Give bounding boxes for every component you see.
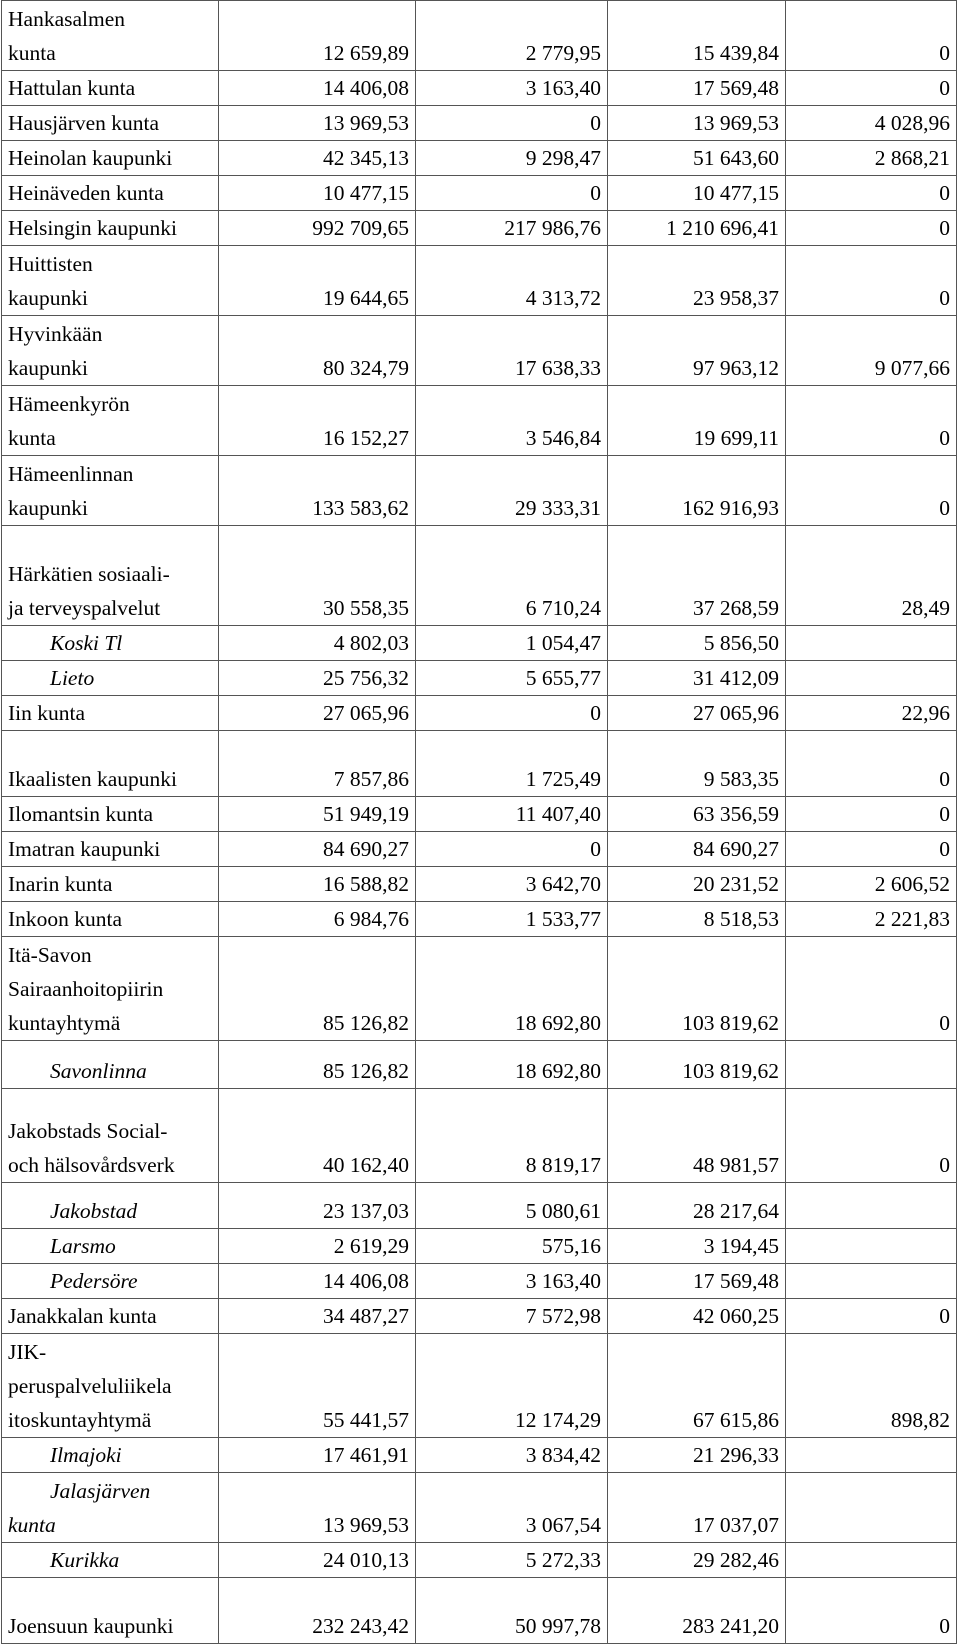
row-name-cell [2, 832, 219, 867]
row-name-cell [2, 867, 219, 902]
value-cell-v2: 1 533,77 [416, 902, 608, 937]
value-cell-v4: 0 [786, 176, 957, 211]
value-cell-v1: 30 558,35 [219, 526, 416, 626]
row-name-line: Hankasalmen [8, 7, 126, 31]
value-cell-v4 [786, 1183, 957, 1229]
table-row [2, 1543, 957, 1578]
value-cell-v4 [786, 1041, 957, 1089]
value-cell-v2: 4 313,72 [416, 246, 608, 316]
row-name-cell [2, 626, 219, 661]
row-name-line: Hämeenlinnan [8, 462, 134, 486]
row-name-cell [2, 246, 219, 316]
value-cell-v1: 232 243,42 [219, 1578, 416, 1644]
value-cell-v3: 84 690,27 [608, 832, 786, 867]
table-row [2, 1578, 957, 1644]
row-name-line: kaupunki [8, 496, 89, 520]
value-cell-v1: 25 756,32 [219, 661, 416, 696]
value-cell-v3: 27 065,96 [608, 696, 786, 731]
table-row [2, 832, 957, 867]
row-name-line: Savonlinna [50, 1059, 147, 1083]
row-name-cell [2, 1473, 219, 1543]
row-name-line: Ikaalisten kaupunki [8, 767, 177, 791]
value-cell-v3: 48 981,57 [608, 1089, 786, 1183]
row-name-line: och hälsovårdsverk [8, 1153, 175, 1177]
row-name-cell [2, 1299, 219, 1334]
value-cell-v1: 16 152,27 [219, 386, 416, 456]
value-cell-v4: 0 [786, 386, 957, 456]
value-cell-v1: 12 659,89 [219, 1, 416, 71]
value-cell-v1: 84 690,27 [219, 832, 416, 867]
value-cell-v1: 42 345,13 [219, 141, 416, 176]
value-cell-v1: 19 644,65 [219, 246, 416, 316]
value-cell-v2: 3 642,70 [416, 867, 608, 902]
value-cell-v3: 17 569,48 [608, 71, 786, 106]
table-row [2, 316, 957, 386]
table-row [2, 1183, 957, 1229]
value-cell-v4: 2 606,52 [786, 867, 957, 902]
value-cell-v2: 3 834,42 [416, 1438, 608, 1473]
table-row [2, 386, 957, 456]
row-name-cell [2, 106, 219, 141]
value-cell-v2: 0 [416, 696, 608, 731]
value-cell-v1: 17 461,91 [219, 1438, 416, 1473]
value-cell-v1: 40 162,40 [219, 1089, 416, 1183]
value-cell-v4: 0 [786, 731, 957, 797]
value-cell-v2: 2 779,95 [416, 1, 608, 71]
row-name-cell [2, 797, 219, 832]
value-cell-v3: 63 356,59 [608, 797, 786, 832]
municipality-table [1, 0, 957, 1644]
row-name-line: kunta [8, 41, 56, 65]
value-cell-v4: 22,96 [786, 696, 957, 731]
value-cell-v3: 42 060,25 [608, 1299, 786, 1334]
table-row [2, 1438, 957, 1473]
table-row [2, 937, 957, 1041]
value-cell-v4: 898,82 [786, 1334, 957, 1438]
table-row [2, 661, 957, 696]
row-name-line: Joensuun kaupunki [8, 1614, 174, 1638]
row-name-cell [2, 1578, 219, 1644]
value-cell-v4 [786, 626, 957, 661]
row-name-cell [2, 316, 219, 386]
value-cell-v1: 14 406,08 [219, 1264, 416, 1299]
value-cell-v2: 8 819,17 [416, 1089, 608, 1183]
table-row [2, 176, 957, 211]
table-row [2, 902, 957, 937]
table-row [2, 1, 957, 71]
row-name-cell [2, 1264, 219, 1299]
value-cell-v3: 283 241,20 [608, 1578, 786, 1644]
row-name-line: Inarin kunta [8, 872, 113, 896]
table-row [2, 141, 957, 176]
value-cell-v4: 0 [786, 246, 957, 316]
value-cell-v3: 51 643,60 [608, 141, 786, 176]
row-name-line: Hämeenkyrön [8, 392, 130, 416]
row-name-cell [2, 937, 219, 1041]
table-row [2, 1089, 957, 1183]
value-cell-v2: 3 546,84 [416, 386, 608, 456]
value-cell-v4: 0 [786, 456, 957, 526]
value-cell-v2: 5 080,61 [416, 1183, 608, 1229]
value-cell-v2: 11 407,40 [416, 797, 608, 832]
row-name-line: Jakobstad [50, 1199, 138, 1223]
table-row [2, 1264, 957, 1299]
row-name-cell [2, 1041, 219, 1089]
table-row [2, 106, 957, 141]
value-cell-v1: 34 487,27 [219, 1299, 416, 1334]
row-name-cell [2, 1543, 219, 1578]
value-cell-v2: 9 298,47 [416, 141, 608, 176]
row-name-line: Iin kunta [8, 701, 86, 725]
value-cell-v3: 29 282,46 [608, 1543, 786, 1578]
row-name-line: Helsingin kaupunki [8, 216, 177, 240]
value-cell-v4: 0 [786, 211, 957, 246]
value-cell-v2: 17 638,33 [416, 316, 608, 386]
value-cell-v4: 0 [786, 1089, 957, 1183]
value-cell-v4: 4 028,96 [786, 106, 957, 141]
table-row [2, 731, 957, 797]
value-cell-v1: 24 010,13 [219, 1543, 416, 1578]
row-name-cell [2, 661, 219, 696]
value-cell-v2: 217 986,76 [416, 211, 608, 246]
row-name-cell [2, 1229, 219, 1264]
value-cell-v3: 103 819,62 [608, 937, 786, 1041]
row-name-line: Hattulan kunta [8, 76, 136, 100]
value-cell-v1: 16 588,82 [219, 867, 416, 902]
row-name-line: itoskuntayhtymä [8, 1408, 152, 1432]
table-row [2, 1229, 957, 1264]
value-cell-v1: 23 137,03 [219, 1183, 416, 1229]
row-name-line: Jalasjärven [50, 1479, 151, 1503]
row-name-line: ja terveyspalvelut [8, 596, 161, 620]
value-cell-v3: 1 210 696,41 [608, 211, 786, 246]
row-name-line: JIK- [8, 1340, 47, 1364]
row-name-cell [2, 141, 219, 176]
row-name-cell [2, 1334, 219, 1438]
row-name-line: Pedersöre [50, 1269, 138, 1293]
value-cell-v3: 28 217,64 [608, 1183, 786, 1229]
value-cell-v4: 2 868,21 [786, 141, 957, 176]
value-cell-v3: 5 856,50 [608, 626, 786, 661]
table-row [2, 797, 957, 832]
value-cell-v3: 103 819,62 [608, 1041, 786, 1089]
value-cell-v3: 97 963,12 [608, 316, 786, 386]
value-cell-v4 [786, 1473, 957, 1543]
value-cell-v2: 0 [416, 832, 608, 867]
value-cell-v2: 6 710,24 [416, 526, 608, 626]
value-cell-v4 [786, 1438, 957, 1473]
value-cell-v2: 1 054,47 [416, 626, 608, 661]
row-name-cell [2, 1, 219, 71]
value-cell-v1: 27 065,96 [219, 696, 416, 731]
table-row [2, 246, 957, 316]
row-name-cell [2, 1183, 219, 1229]
value-cell-v4: 0 [786, 1, 957, 71]
value-cell-v4: 0 [786, 797, 957, 832]
value-cell-v2: 50 997,78 [416, 1578, 608, 1644]
row-name-line: Heinolan kaupunki [8, 146, 173, 170]
row-name-line: Larsmo [50, 1234, 116, 1258]
value-cell-v2: 29 333,31 [416, 456, 608, 526]
value-cell-v1: 2 619,29 [219, 1229, 416, 1264]
table-row [2, 526, 957, 626]
row-name-line: Härkätien sosiaali- [8, 562, 170, 586]
value-cell-v1: 80 324,79 [219, 316, 416, 386]
value-cell-v3: 3 194,45 [608, 1229, 786, 1264]
value-cell-v3: 17 569,48 [608, 1264, 786, 1299]
row-name-line: kunta [8, 426, 56, 450]
value-cell-v4: 9 077,66 [786, 316, 957, 386]
value-cell-v3: 17 037,07 [608, 1473, 786, 1543]
value-cell-v1: 13 969,53 [219, 106, 416, 141]
value-cell-v3: 10 477,15 [608, 176, 786, 211]
row-name-line: kaupunki [8, 356, 89, 380]
row-name-line: Ilmajoki [50, 1443, 122, 1467]
value-cell-v2: 3 163,40 [416, 71, 608, 106]
row-name-cell [2, 696, 219, 731]
table-row [2, 1473, 957, 1543]
row-name-cell [2, 1089, 219, 1183]
row-name-cell [2, 526, 219, 626]
value-cell-v3: 20 231,52 [608, 867, 786, 902]
row-name-cell [2, 456, 219, 526]
value-cell-v1: 85 126,82 [219, 1041, 416, 1089]
value-cell-v2: 5 655,77 [416, 661, 608, 696]
value-cell-v3: 67 615,86 [608, 1334, 786, 1438]
table-body [2, 1, 957, 1644]
row-name-line: Kurikka [50, 1548, 120, 1572]
row-name-line: Imatran kaupunki [8, 837, 161, 861]
value-cell-v4: 0 [786, 937, 957, 1041]
row-name-cell [2, 902, 219, 937]
row-name-line: Hyvinkään [8, 322, 103, 346]
row-name-line: Huittisten [8, 252, 93, 276]
value-cell-v4: 28,49 [786, 526, 957, 626]
value-cell-v2: 0 [416, 106, 608, 141]
value-cell-v2: 3 163,40 [416, 1264, 608, 1299]
row-name-line: kuntayhtymä [8, 1011, 121, 1035]
value-cell-v1: 10 477,15 [219, 176, 416, 211]
value-cell-v3: 162 916,93 [608, 456, 786, 526]
row-name-cell [2, 176, 219, 211]
row-name-line: Janakkalan kunta [8, 1304, 157, 1328]
value-cell-v1: 6 984,76 [219, 902, 416, 937]
value-cell-v3: 23 958,37 [608, 246, 786, 316]
value-cell-v1: 85 126,82 [219, 937, 416, 1041]
value-cell-v4: 0 [786, 71, 957, 106]
table-row [2, 1041, 957, 1089]
value-cell-v4 [786, 661, 957, 696]
value-cell-v3: 9 583,35 [608, 731, 786, 797]
row-name-line: Hausjärven kunta [8, 111, 160, 135]
value-cell-v1: 14 406,08 [219, 71, 416, 106]
table-row [2, 71, 957, 106]
row-name-line: Lieto [50, 666, 95, 690]
row-name-line: Jakobstads Social- [8, 1119, 168, 1143]
row-name-line: Ilomantsin kunta [8, 802, 154, 826]
value-cell-v1: 51 949,19 [219, 797, 416, 832]
value-cell-v4 [786, 1264, 957, 1299]
table-row [2, 211, 957, 246]
table-row [2, 1334, 957, 1438]
value-cell-v2: 1 725,49 [416, 731, 608, 797]
value-cell-v3: 8 518,53 [608, 902, 786, 937]
value-cell-v1: 992 709,65 [219, 211, 416, 246]
value-cell-v3: 19 699,11 [608, 386, 786, 456]
value-cell-v2: 18 692,80 [416, 937, 608, 1041]
row-name-line: kunta [8, 1513, 56, 1537]
table-row [2, 626, 957, 661]
value-cell-v2: 3 067,54 [416, 1473, 608, 1543]
value-cell-v3: 13 969,53 [608, 106, 786, 141]
row-name-line: Koski Tl [50, 631, 123, 655]
value-cell-v4: 2 221,83 [786, 902, 957, 937]
row-name-line: Sairaanhoitopiirin [8, 977, 164, 1001]
row-name-line: peruspalveluliikela [8, 1374, 172, 1398]
row-name-line: kaupunki [8, 286, 89, 310]
table-row [2, 456, 957, 526]
row-name-line: Itä-Savon [8, 943, 92, 967]
value-cell-v1: 133 583,62 [219, 456, 416, 526]
value-cell-v1: 4 802,03 [219, 626, 416, 661]
value-cell-v1: 55 441,57 [219, 1334, 416, 1438]
value-cell-v2: 575,16 [416, 1229, 608, 1264]
value-cell-v2: 0 [416, 176, 608, 211]
value-cell-v4: 0 [786, 832, 957, 867]
row-name-cell [2, 71, 219, 106]
value-cell-v4 [786, 1543, 957, 1578]
value-cell-v4: 0 [786, 1299, 957, 1334]
row-name-cell [2, 211, 219, 246]
table-row [2, 867, 957, 902]
row-name-line: Inkoon kunta [8, 907, 123, 931]
table-row [2, 1299, 957, 1334]
value-cell-v2: 7 572,98 [416, 1299, 608, 1334]
value-cell-v3: 21 296,33 [608, 1438, 786, 1473]
value-cell-v3: 15 439,84 [608, 1, 786, 71]
row-name-line: Heinäveden kunta [8, 181, 164, 205]
value-cell-v4: 0 [786, 1578, 957, 1644]
value-cell-v4 [786, 1229, 957, 1264]
row-name-cell [2, 731, 219, 797]
value-cell-v3: 37 268,59 [608, 526, 786, 626]
value-cell-v2: 18 692,80 [416, 1041, 608, 1089]
row-name-cell [2, 1438, 219, 1473]
value-cell-v1: 13 969,53 [219, 1473, 416, 1543]
value-cell-v3: 31 412,09 [608, 661, 786, 696]
table-row [2, 696, 957, 731]
value-cell-v2: 5 272,33 [416, 1543, 608, 1578]
row-name-cell [2, 386, 219, 456]
value-cell-v2: 12 174,29 [416, 1334, 608, 1438]
value-cell-v1: 7 857,86 [219, 731, 416, 797]
